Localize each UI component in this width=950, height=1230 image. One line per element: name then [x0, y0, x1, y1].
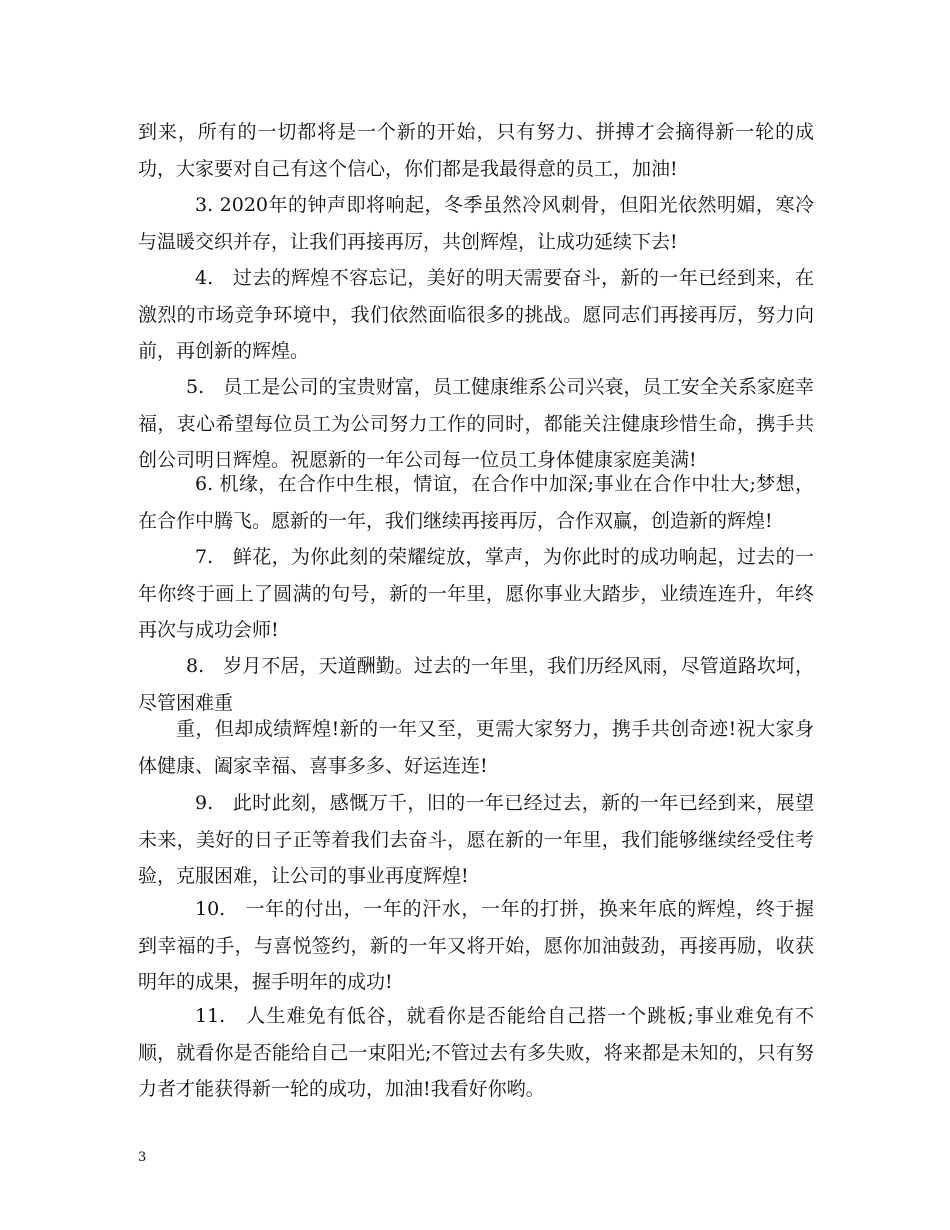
paragraph-item-8: 8. 岁月不居，天道酬勤。过去的一年里，我们历经风雨，尽管道路坎坷，尽管困难重 [138, 655, 814, 714]
paragraph-item-4: 4. 过去的辉煌不容忘记，美好的明天需要奋斗，新的一年已经到来，在激烈的市场竞争环境中，我们依然面临很多的挑战。愿同志们再接再厉，努力向前，再创新的辉煌。 [138, 267, 814, 362]
paragraph-item-10: 10. 一年的付出，一年的汗水，一年的打拼，换来年底的辉煌，终于握到幸福的手，与喜悦签约，新的一年又将开始，愿你加油鼓劲，再接再励，收获明年的成果，握手明年的成功! [138, 898, 814, 993]
page-number: 3 [138, 1150, 147, 1165]
paragraph-item-3: 3. 2020年的钟声即将响起，冬季虽然冷风刺骨，但阳光依然明媚，寒冷与温暖交织并存，让我们再接再厉，共创辉煌，让成功延续下去! [138, 194, 814, 253]
paragraph-item-6: 6. 机缘，在合作中生根，情谊，在合作中加深;事业在合作中壮大;梦想，在合作中腾飞。愿新的一年，我们继续再接再厉，合作双赢，创造新的辉煌! [138, 473, 814, 532]
paragraph-item-7: 7. 鲜花，为你此刻的荣耀绽放，掌声，为你此时的成功响起，过去的一年你终于画上了圆满的句号，新的一年里，愿你事业大踏步，业绩连连升，年终再次与成功会师! [138, 546, 814, 641]
paragraph-item-5: 5. 员工是公司的宝贵财富，员工健康维系公司兴衰，员工安全关系家庭幸福，衷心希望每位员工为公司努力工作的同时，都能关注健康珍惜生命，携手共创公司明日辉煌。祝愿新的一年公司每一位员工身体健康家庭美满! [138, 376, 814, 471]
paragraph-item-9: 9. 此时此刻，感慨万千，旧的一年已经过去，新的一年已经到来，展望未来，美好的日子正等着我们去奋斗，愿在新的一年里，我们能够继续经受住考验，克服困难，让公司的事业再度辉煌! [138, 792, 814, 887]
paragraph-item-11: 11. 人生难免有低谷，就看你是否能给自己搭一个跳板;事业难免有不顺，就看你是否能给自己一束阳光;不管过去有多失败，将来都是未知的，只有努力者才能获得新一轮的成功，加油!我看好你哟。 [138, 1005, 814, 1100]
paragraph-continuation: 到来，所有的一切都将是一个新的开始，只有努力、拼搏才会摘得新一轮的成功，大家要对自己有这个信心，你们都是我最得意的员工，加油! [138, 121, 814, 180]
paragraph-item-8-continued: 重，但却成绩辉煌!新的一年又至，更需大家努力，携手共创奇迹!祝大家身体健康、阖家幸福、喜事多多、好运连连! [138, 718, 814, 777]
